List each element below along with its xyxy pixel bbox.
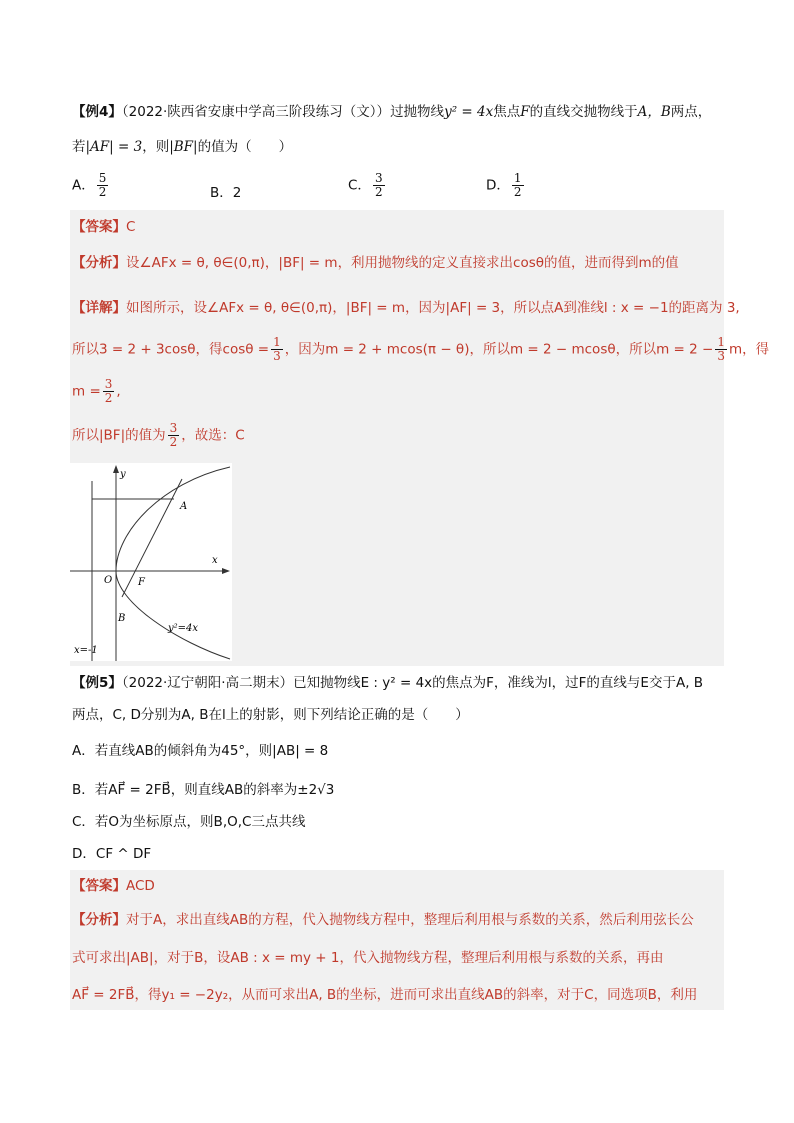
- frac-den: 2: [374, 185, 383, 199]
- parabola-figure: [70, 463, 232, 661]
- detail-fraction: [271, 336, 283, 363]
- ex5-option-a: [72, 741, 328, 761]
- ex5-source: （2022·辽宁朝阳·高二期末）: [121, 675, 294, 691]
- ex4-line2-suffix: 的值为（ ）: [197, 139, 293, 155]
- point-a-label: A: [180, 501, 188, 512]
- detail-text: ,: [116, 383, 121, 400]
- frac-den: 2: [513, 185, 522, 199]
- ex4-detail-line3: [72, 378, 121, 405]
- ex4-stem-line1: [72, 102, 711, 122]
- option-text: A．若直线AB的倾斜角为45°，则|AB| = 8: [72, 743, 329, 759]
- ex4-stem-f: F: [520, 104, 530, 120]
- frac-num: 5: [98, 171, 107, 185]
- y-axis-label: y: [120, 469, 126, 480]
- ex4-analysis: [72, 253, 679, 273]
- ex4-option-a: [72, 172, 110, 199]
- option-label: D．: [486, 177, 510, 194]
- ex5-stem-line1: [72, 673, 703, 693]
- detail-text: ，因为m = 2 + mcos(π − θ)，所以m = 2 − mcosθ，所以m = 2 −: [284, 341, 714, 358]
- y-axis-arrow: [113, 465, 119, 473]
- option-fraction: [97, 172, 109, 199]
- x-axis-label: x: [212, 555, 218, 566]
- option-label: C．: [348, 177, 371, 194]
- ex4-stem-text2: 焦点: [493, 104, 521, 120]
- ex4-stem-text4: 两点，: [670, 104, 712, 120]
- analysis-text: 对于A，求出直线AB的方程，代入抛物线方程中，整理后利用根与系数的关系，然后利用弦长公: [126, 912, 694, 928]
- answer-label: 【答案】: [72, 878, 126, 894]
- ex5-option-b: [72, 780, 334, 800]
- frac-den: 2: [98, 185, 107, 199]
- analysis-text: 设∠AFx = θ, θ∈(0,π): [126, 255, 265, 271]
- detail-fraction: [168, 422, 180, 449]
- frac-num: 3: [374, 171, 383, 185]
- frac-den: 3: [717, 349, 725, 363]
- origin-label: O: [104, 575, 113, 586]
- detail-text: ，故选：C: [181, 427, 245, 444]
- ex5-stem-text: 两点，C, D分别为A, B在l上的射影，则下列结论正确的是（ ）: [72, 707, 469, 723]
- option-text: D．CF ^ DF: [72, 846, 152, 862]
- parabola-diagram: [70, 463, 232, 661]
- option-text: B．若AF⃗ = 2FB⃗，则直线AB的斜率为±2√3: [72, 782, 335, 798]
- analysis-text: AF⃗ = 2FB⃗，得y₁ = −2y₂，从而可求出A, B的坐标，进而可求出直线AB的斜率，对于C，同选项B，利用: [72, 987, 698, 1003]
- detail-text: 所以|BF|的值为: [72, 427, 166, 444]
- ex4-stem-eq: y² = 4x: [444, 104, 494, 120]
- analysis-text: ，利用抛物线的定义直接求出cosθ的值，进而得到m的值: [337, 255, 679, 271]
- option-label: A．: [72, 177, 95, 194]
- analysis-label: 【分析】: [72, 255, 126, 271]
- ex5-analysis-line3: [72, 985, 697, 1005]
- ex4-detail-line4: [72, 422, 245, 449]
- ex4-line2-bf: |BF|: [169, 139, 198, 155]
- analysis-text: ，: [264, 255, 279, 271]
- directrix-label: x=-1: [74, 645, 98, 656]
- ex4-detail-line1: [72, 298, 740, 318]
- frac-num: 1: [273, 335, 281, 349]
- ex4-detail-line2: [72, 336, 769, 363]
- detail-label: 【详解】: [72, 300, 126, 316]
- detail-text: 如图所示，设∠AFx = θ, θ∈(0,π): [126, 300, 333, 316]
- ex5-heading: 【例5】: [72, 675, 122, 691]
- ex5-option-d: [72, 844, 151, 864]
- frac-num: 1: [717, 335, 725, 349]
- analysis-text: 式可求出|AB|，对于B，设AB : x = my + 1，代入抛物线方程，整理后利用根与系数的关系，再由: [72, 950, 664, 966]
- ex5-analysis-line2: [72, 948, 664, 968]
- answer-value: C: [126, 219, 136, 235]
- ex4-option-b: [210, 181, 241, 201]
- answer-value: ACD: [126, 878, 155, 894]
- ex5-option-c: [72, 812, 305, 832]
- ex4-stem-line2: [72, 137, 292, 157]
- ex4-stem-text: 过抛物线: [390, 104, 445, 120]
- ex5-stem-line2: [72, 705, 469, 725]
- frac-num: 1: [513, 171, 522, 185]
- frac-den: 2: [169, 435, 178, 449]
- ex4-source: （2022·陕西省安康中学高三阶段练习（文））: [121, 104, 391, 120]
- detail-text: m =: [72, 383, 101, 400]
- ex4-line2-prefix: 若: [72, 139, 86, 155]
- ex4-stem-ab: A，B: [637, 104, 671, 120]
- frac-den: 2: [104, 391, 113, 405]
- ex4-stem-text3: 的直线交抛物线于: [529, 104, 638, 120]
- detail-text: |BF| = m: [345, 300, 406, 316]
- frac-den: 3: [273, 349, 281, 363]
- ex4-heading: 【例4】: [72, 104, 122, 120]
- point-b-label: B: [118, 613, 126, 624]
- option-fraction: [512, 172, 524, 199]
- ex5-analysis-line1: [72, 910, 694, 930]
- analysis-label: 【分析】: [72, 912, 126, 928]
- answer-label: 【答案】: [72, 219, 126, 235]
- focus-label: F: [138, 577, 145, 588]
- detail-text: m，得: [729, 341, 770, 358]
- option-label: B．2: [210, 185, 242, 201]
- curve-label: y²=4x: [168, 623, 199, 634]
- ex4-line2-mid: ，则: [142, 139, 170, 155]
- detail-text: ，因为|AF| = 3，所以点A到准线l : x = −1的距离为 3,: [405, 300, 740, 316]
- frac-num: 3: [104, 377, 113, 391]
- detail-fraction: [715, 336, 727, 363]
- ex4-line2-cond: |AF| = 3: [85, 139, 143, 155]
- analysis-text: |BF| = m: [278, 255, 338, 271]
- detail-text: 所以3 = 2 + 3cosθ，得cosθ =: [72, 341, 270, 358]
- focal-chord: [122, 479, 182, 597]
- option-text: C．若O为坐标原点，则B,O,C三点共线: [72, 814, 306, 830]
- x-axis-arrow: [222, 568, 230, 574]
- ex4-answer: [72, 217, 135, 237]
- ex5-stem-text: 已知抛物线E : y² = 4x的焦点为F，准线为l，过F的直线与E交于A, B: [293, 675, 704, 691]
- ex5-answer: [72, 876, 155, 896]
- ex4-option-c: [348, 172, 387, 199]
- detail-fraction: [103, 378, 115, 405]
- option-fraction: [373, 172, 385, 199]
- frac-num: 3: [169, 421, 178, 435]
- detail-text: ，: [332, 300, 346, 316]
- ex4-option-d: [486, 172, 526, 199]
